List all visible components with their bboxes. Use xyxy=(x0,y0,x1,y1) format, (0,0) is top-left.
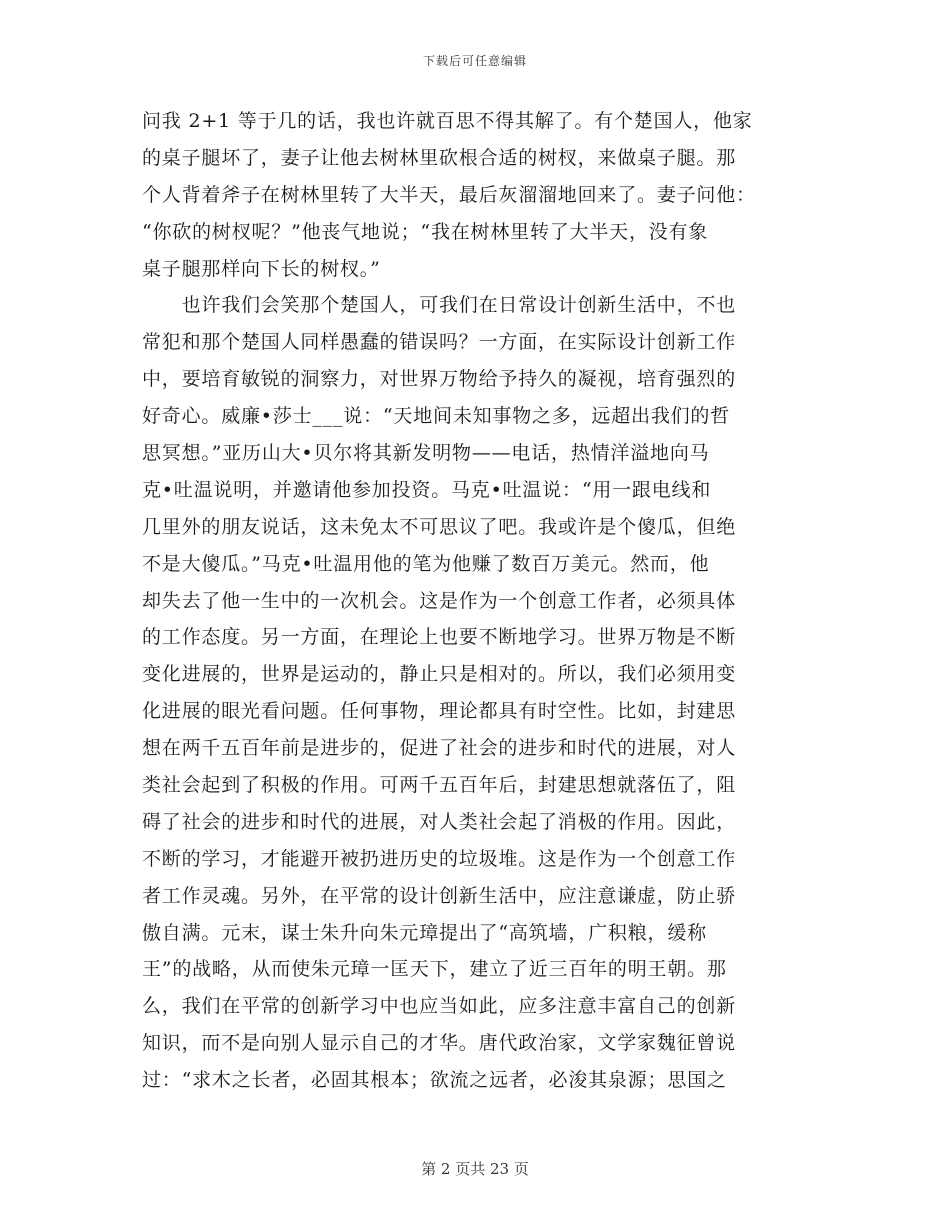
text-line: 想在两千五百年前是进步的，促进了社会的进步和时代的进展，对人 xyxy=(142,737,737,760)
text-line: 个人背着斧子在树林里转了大半天，最后灰溜溜地回来了。妻子问他： xyxy=(142,183,756,206)
text-line: 好奇心。威廉•莎士___说：“天地间未知事物之多，远超出我们的哲 xyxy=(142,405,731,428)
text-line: 常犯和那个楚国人同样愚蠢的错误吗？一方面，在实际设计创新工作 xyxy=(142,331,737,354)
text-line: 也许我们会笑那个楚国人，可我们在日常设计创新生活中，不也 xyxy=(142,294,737,317)
text-line: 中，要培育敏锐的洞察力，对世界万物给予持久的凝视，培育强烈的 xyxy=(142,368,737,391)
text-line: “你砍的树杈呢？”他丧气地说；“我在树林里转了大半天，没有象 xyxy=(142,220,709,243)
text-line: 几里外的朋友说话，这未免太不可思议了吧。我或许是个傻瓜，但绝 xyxy=(142,515,737,538)
text-line: 过：“求木之长者，必固其根本；欲流之远者，必浚其泉源；思国之 xyxy=(142,1069,727,1092)
text-line: 桌子腿那样向下长的树杈。” xyxy=(142,257,381,280)
text-line: 变化进展的，世界是运动的，静止只是相对的。所以，我们必须用变 xyxy=(142,663,737,686)
text-line: 的桌子腿坏了，妻子让他去树林里砍根合适的树杈，来做桌子腿。那 xyxy=(142,146,737,169)
text-line: 傲自满。元末，谋士朱升向朱元璋提出了“高筑墙，广积粮，缓称 xyxy=(142,921,707,944)
text-line: 克•吐温说明，并邀请他参加投资。马克•吐温说：“用一跟电线和 xyxy=(142,478,712,501)
text-line: 类社会起到了积极的作用。可两千五百年后，封建思想就落伍了，阻 xyxy=(142,774,737,797)
text-line: 问我 2+1 等于几的话，我也许就百思不得其解了。有个楚国人，他家 xyxy=(142,110,753,132)
text-line: 者工作灵魂。另外，在平常的设计创新生活中，应注意谦虚，防止骄 xyxy=(142,884,737,907)
page-number: 第 2 页共 23 页 xyxy=(421,1160,529,1178)
text-line: 的工作态度。另一方面，在理论上也要不断地学习。世界万物是不断 xyxy=(142,626,737,649)
text-line: 化进展的眼光看问题。任何事物，理论都具有时空性。比如，封建思 xyxy=(142,700,737,723)
text-line: 王”的战略，从而使朱元璋一匡天下，建立了近三百年的明王朝。那 xyxy=(142,958,727,981)
text-line: 不是大傻瓜。”马克•吐温用他的笔为他赚了数百万美元。然而，他 xyxy=(142,552,710,575)
text-line: 碍了社会的进步和时代的进展，对人类社会起了消极的作用。因此， xyxy=(142,810,737,833)
text-line: 不断的学习，才能避开被扔进历史的垃圾堆。这是作为一个创意工作 xyxy=(142,847,737,870)
text-line: 么，我们在平常的创新学习中也应当如此，应多注意丰富自己的创新 xyxy=(142,995,737,1018)
text-line: 却失去了他一生中的一次机会。这是作为一个创意工作者，必须具体 xyxy=(142,589,737,612)
body-text xyxy=(142,103,798,1099)
text-line: 知识，而不是向别人显示自己的才华。唐代政治家，文学家魏征曾说 xyxy=(142,1032,737,1055)
text-line: 思冥想。”亚历山大•贝尔将其新发明物——电话，热情洋溢地向马 xyxy=(142,442,710,465)
page-header: 下载后可任意编辑 xyxy=(422,54,527,68)
